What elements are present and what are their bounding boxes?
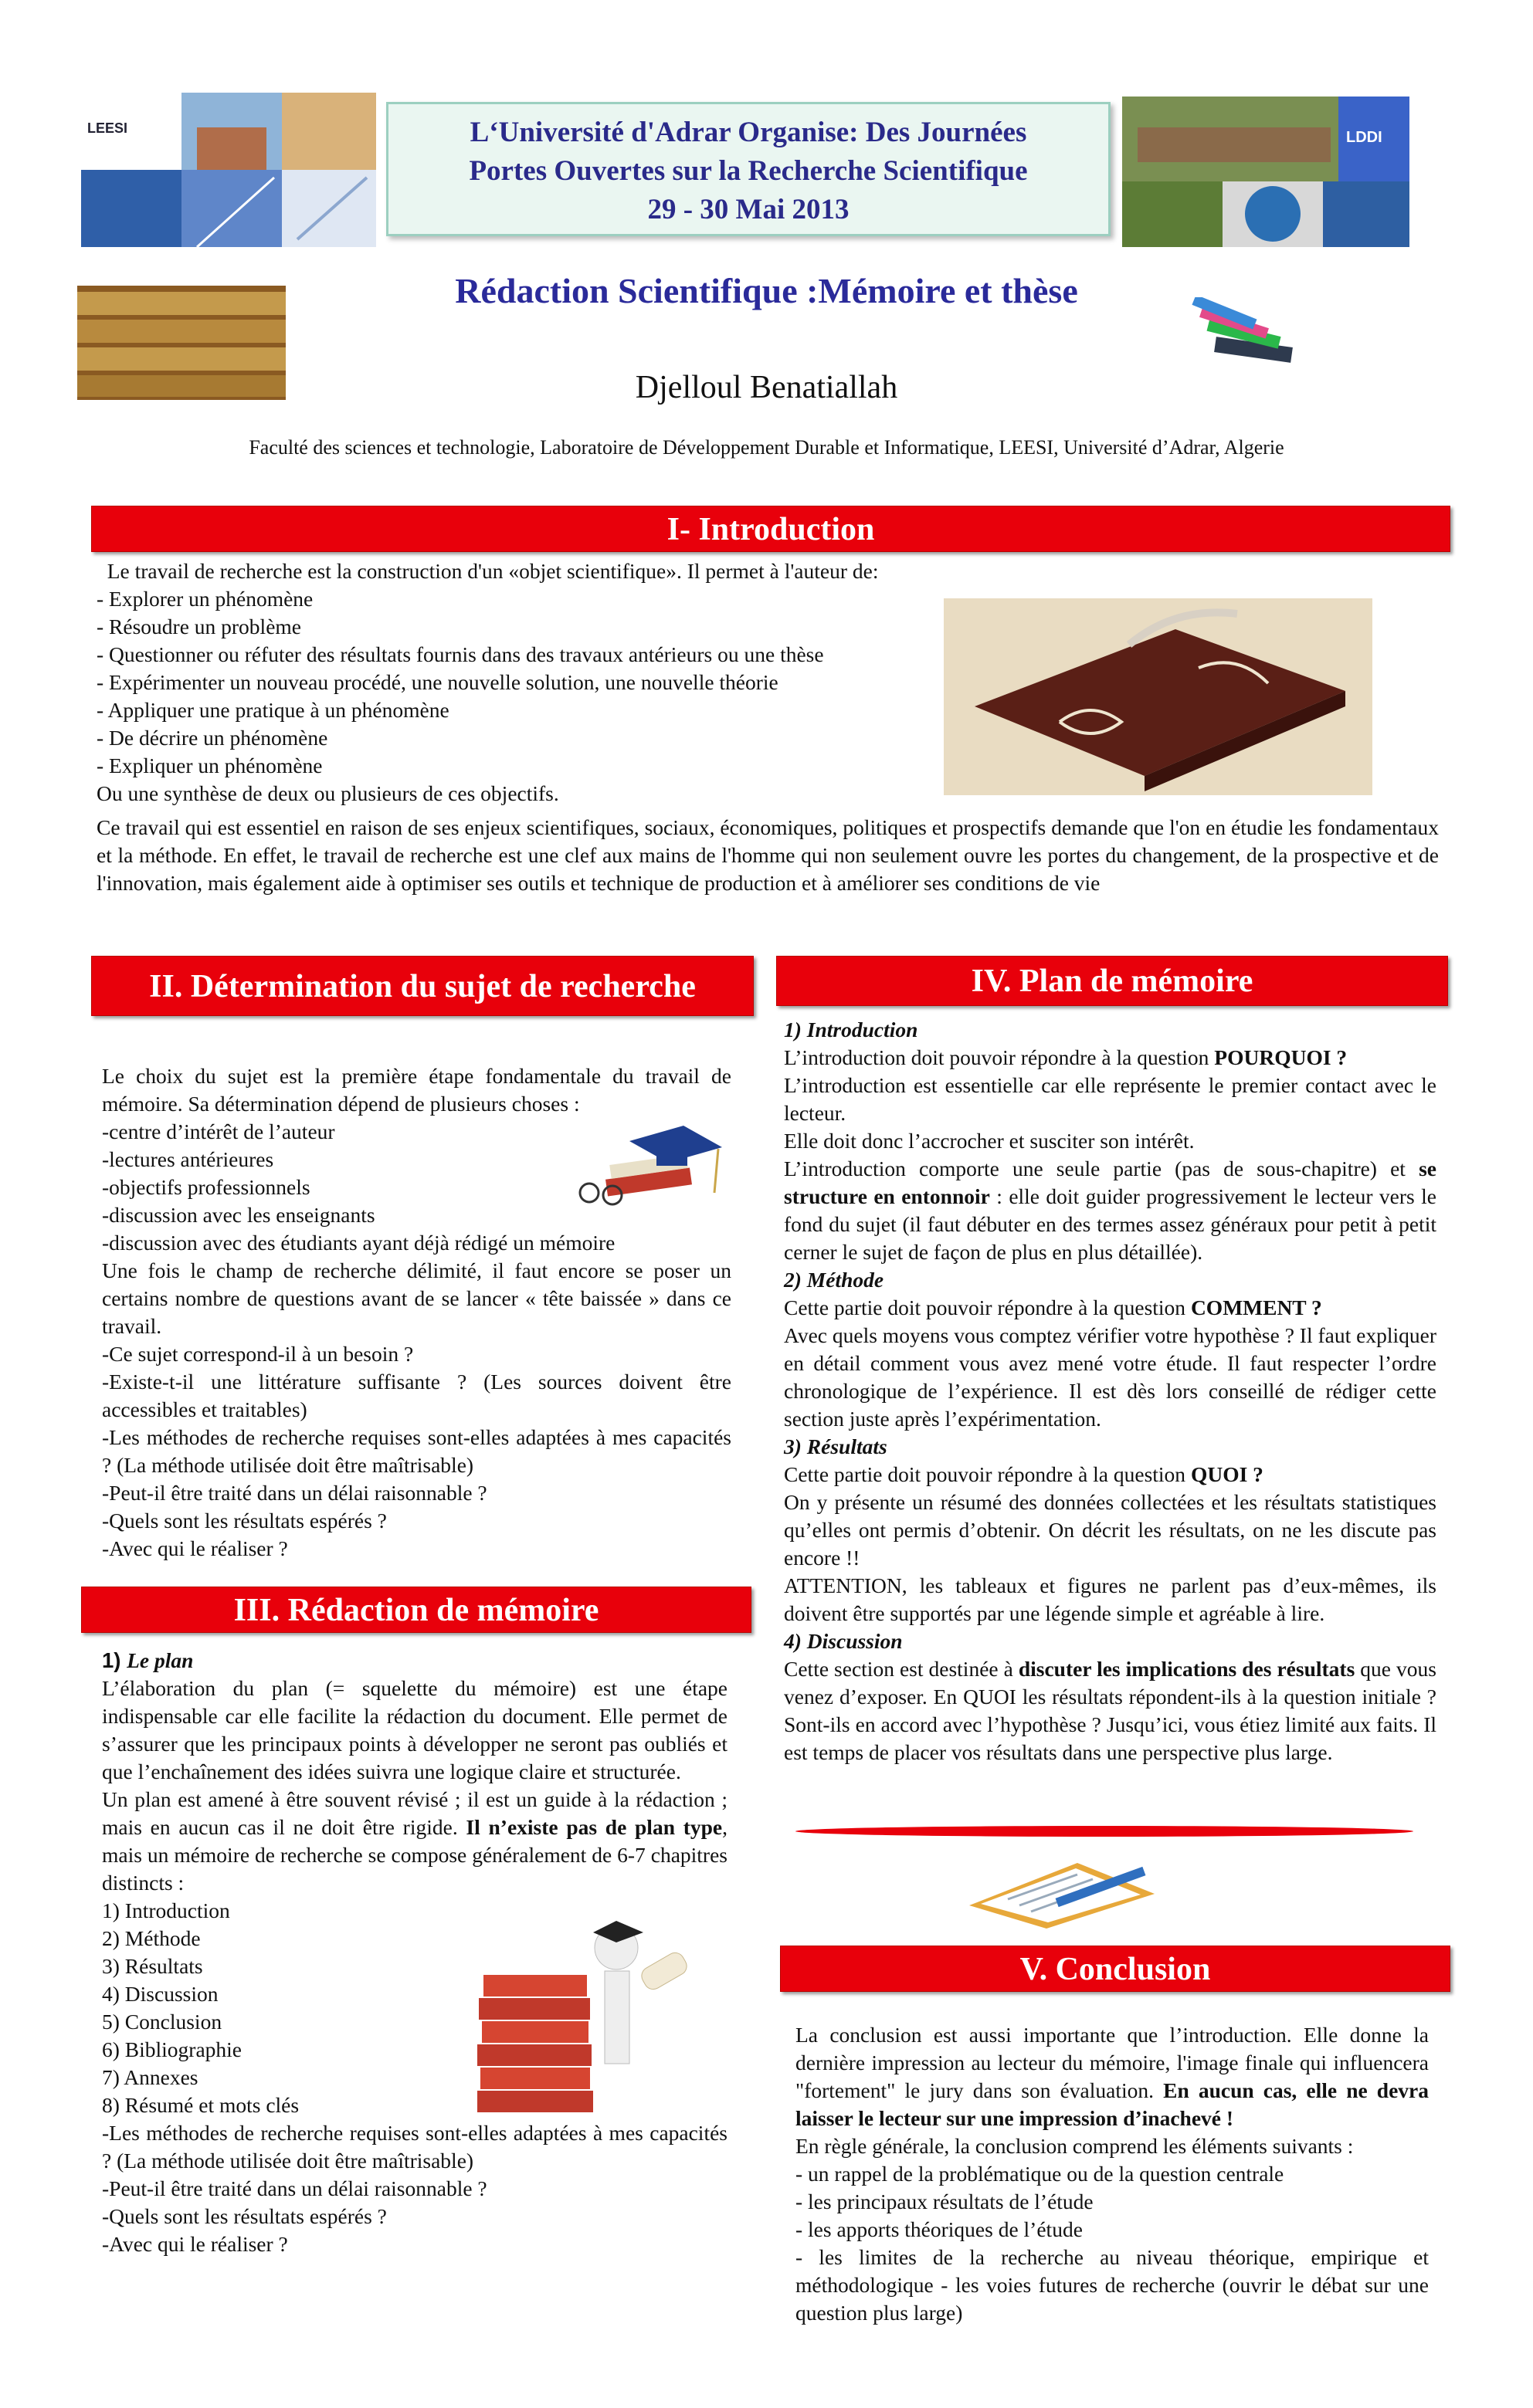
banner-line-2: Portes Ouvertes sur la Recherche Scientifique: [469, 155, 1028, 187]
plan-method-a-text: Cette partie doit pouvoir répondre à la question: [784, 1295, 1191, 1319]
plan-intro-d-rest: : elle doit guider progressivement le lecteur vers le fond du sujet (il faut débuter en des termes assez généraux pour petit à petit cerner le sujet de façon de plus en plus détaillée).: [784, 1184, 1436, 1264]
plan-subheading-number: 1): [102, 1648, 127, 1672]
notebook-quill-image: [944, 598, 1372, 795]
red-divider: [795, 1826, 1413, 1837]
intro-item: - Résoudre un problème: [97, 615, 301, 638]
section-2-heading: II. Détermination du sujet de recherche: [91, 956, 754, 1016]
intro-synthesis: Ou une synthèse de deux ou plusieurs de ces objectifs.: [97, 781, 559, 805]
section-4-heading: IV. Plan de mémoire: [776, 956, 1448, 1006]
books-icon: [1184, 297, 1300, 371]
section-introduction-heading: I- Introduction: [91, 506, 1450, 552]
event-banner: [386, 102, 1111, 236]
plan-results-c: ATTENTION, les tableaux et figures ne parlent pas d’eux-mêmes, ils doivent être supportés par une légende simple et agréable à lire.: [784, 1573, 1436, 1625]
clipboard-pencil-icon: [962, 1851, 1162, 1936]
photo-collage-right: [1122, 97, 1409, 247]
section-3-para-2: [102, 1786, 727, 1897]
intro-item: - Explorer un phénomène: [97, 587, 314, 611]
chapter-item: 8) Résumé et mots clés: [102, 2093, 300, 2117]
section-4-body: [784, 1016, 1436, 1766]
plan-discussion-a-bold: discuter les implications des résultats: [1018, 1657, 1355, 1681]
lddi-logo: LDDI: [1346, 129, 1382, 146]
section-2-question: -Peut-il être traité dans un délai raisonnable ?: [102, 1481, 487, 1505]
plan-discussion-a-rest: que vous venez d’exposer. En QUOI les résultats répondent-ils à la question initiale ? Sont-ils en accord avec l’hypothèse ? Jusqu’ici, vous étiez limité aux faits. Il est temps de placer vos résultats dans une perspective plus large.: [784, 1657, 1436, 1764]
section-3-question: -Les méthodes de recherche requises sont-elles adaptées à mes capacités ? (La méthode utilisée doit être maîtrisable): [102, 2121, 727, 2173]
plan-method-title: 2) Méthode: [784, 1268, 884, 1292]
plan-discussion-a: [784, 1655, 1436, 1766]
plan-intro-a-bold: POURQUOI ?: [1214, 1045, 1348, 1069]
section-2-item: -objectifs professionnels: [102, 1175, 310, 1199]
conclusion-item: - un rappel de la problématique ou de la question centrale: [795, 2162, 1284, 2186]
plan-intro-title: 1) Introduction: [784, 1018, 918, 1041]
conclusion-item: - les limites de la recherche au niveau théorique, empirique et méthodologique - les voies futures de recherche (ouvrir le débat sur une question plus large): [795, 2245, 1429, 2325]
plan-intro-d-text: L’introduction comporte une seule partie (pas de sous-chapitre) et: [784, 1157, 1419, 1180]
author-name: Djelloul Benatiallah: [635, 370, 898, 405]
banner-line-1: L‘Université d'Adrar Organise: Des Journées: [470, 117, 1027, 148]
introduction-paragraph: Ce travail qui est essentiel en raison de ses enjeux scientifiques, sociaux, économiques, politiques et prospectifs demande que l'on en étudie les fondamentaux et la méthode. En effet, le travail de recherche est une clef aux mains de l'homme qui non seulement ouvre les portes du changement, de la prospective et de l'innovation, mais également aide à optimiser ses outils et technique de production et à améliorer ses conditions de vie: [97, 815, 1439, 895]
section-2-item: -centre d’intérêt de l’auteur: [102, 1119, 335, 1143]
section-3-question: -Quels sont les résultats espérés ?: [102, 2204, 387, 2228]
section-3-para-2-b: Il n’existe pas de plan type: [466, 1815, 723, 1839]
student-books-illustration: [462, 1913, 694, 2125]
section-3-para-2-a: Un plan est amené à être souvent révisé ; il est un guide à la rédaction ; mais en aucun cas il ne doit être rigide.: [102, 1787, 727, 1839]
intro-lead: Le travail de recherche est la construction d'un «objet scientifique». Il permet à l'auteur de:: [97, 559, 879, 583]
plan-discussion-title: 4) Discussion: [784, 1629, 903, 1653]
section-3-para-2-c: , mais un mémoire de recherche se compose généralement de 6-7 chapitres distincts :: [102, 1815, 727, 1895]
section-2-item: -discussion avec des étudiants ayant déjà rédigé un mémoire: [102, 1231, 616, 1255]
clipboard-graphic: [962, 1851, 1162, 1932]
graduation-graphic: [575, 1119, 730, 1212]
student-books-graphic: [462, 1913, 694, 2122]
intro-item: - Expliquer un phénomène: [97, 754, 323, 777]
section-2-item: -lectures antérieures: [102, 1147, 274, 1171]
poster-title: Rédaction Scientifique :Mémoire et thèse: [455, 271, 1078, 310]
section-2-para-1: Le choix du sujet est la première étape fondamentale du travail de mémoire. Sa détermination dépend de plusieurs choses :: [102, 1064, 731, 1116]
chapter-item: 2) Méthode: [102, 1926, 201, 1950]
section-5-heading: V. Conclusion: [780, 1946, 1450, 1992]
plan-method-a-bold: COMMENT ?: [1190, 1295, 1322, 1319]
section-2-para-2: Une fois le champ de recherche délimité, il faut encore se poser un certains nombre de questions avant de se lancer « tête baissée » dans ce travail.: [102, 1258, 731, 1338]
banner-line-3: 29 - 30 Mai 2013: [647, 194, 850, 225]
conclusion-para-2: En règle générale, la conclusion comprend les éléments suivants :: [795, 2134, 1354, 2158]
conclusion-item: - les apports théoriques de l’étude: [795, 2217, 1083, 2241]
introduction-list: [97, 557, 977, 808]
leesi-logo: LEESI: [87, 120, 128, 136]
conclusion-para-1: [795, 2021, 1429, 2132]
conclusion-item: - les principaux résultats de l’étude: [795, 2190, 1094, 2213]
plan-subheading: [102, 1647, 727, 1675]
plan-results-a-text: Cette partie doit pouvoir répondre à la question: [784, 1462, 1191, 1486]
plan-results-a-bold: QUOI ?: [1190, 1462, 1263, 1486]
plan-intro-a: [784, 1044, 1436, 1072]
section-2-question: -Ce sujet correspond-il à un besoin ?: [102, 1342, 414, 1366]
plan-method-b: Avec quels moyens vous comptez vérifier votre hypothèse ? Il faut expliquer en détail comment vous avez mené votre étude. Il faut respecter l’ordre chronologique de l’expérience. Il est dès lors conseillé de rédiger cette section juste après l’expérimentation.: [784, 1323, 1436, 1431]
chapter-item: 6) Bibliographie: [102, 2037, 242, 2061]
intro-item: - Questionner ou réfuter des résultats fournis dans des travaux antérieurs ou une thèse: [97, 642, 824, 666]
plan-results-a: [784, 1461, 1436, 1488]
plan-discussion-a-text: Cette section est destinée à: [784, 1657, 1019, 1681]
books-graphic: [1184, 297, 1300, 367]
plan-results-title: 3) Résultats: [784, 1434, 887, 1458]
section-3-para-1: L’élaboration du plan (= squelette du mémoire) est une étape indispensable car elle facilite la rédaction du document. Elle permet de s’assurer que les principaux points à développer ne seront pas oubliés et que l’enchaînement des idées suivra une logique claire et structurée.: [102, 1676, 727, 1783]
plan-subheading-label: Le plan: [127, 1648, 194, 1672]
chapter-item: 7) Annexes: [102, 2065, 198, 2089]
plan-intro-a-text: L’introduction doit pouvoir répondre à la question: [784, 1045, 1215, 1069]
intro-item: - Expérimenter un nouveau procédé, une nouvelle solution, une nouvelle théorie: [97, 670, 778, 694]
section-2-question: -Existe-t-il une littérature suffisante ? (Les sources doivent être accessibles et traitables): [102, 1370, 731, 1421]
header-photo-collage-right: [1122, 97, 1409, 247]
header-photo-collage-left: [81, 93, 376, 247]
conclusion-para-1-text: La conclusion est aussi importante que l’introduction. Elle donne la dernière impression au lecteur du mémoire, l'image finale qui influencera "fortement" le jury dans son évaluation.: [795, 2023, 1429, 2102]
plan-intro-c: Elle doit donc l’accrocher et susciter son intérêt.: [784, 1129, 1195, 1153]
section-2-item: -discussion avec les enseignants: [102, 1203, 375, 1227]
section-2-question: -Les méthodes de recherche requises sont-elles adaptées à mes capacités ? (La méthode utilisée doit être maîtrisable): [102, 1425, 731, 1477]
plan-intro-d: [784, 1155, 1436, 1266]
section-5-body: [795, 2021, 1429, 2327]
plan-intro-b: L’introduction est essentielle car elle représente le premier contact avec le lecteur.: [784, 1073, 1436, 1125]
photo-collage-left: [81, 93, 376, 247]
section-2-question: -Avec qui le réaliser ?: [102, 1536, 288, 1560]
chapter-item: 5) Conclusion: [102, 2010, 222, 2034]
section-3-question: -Peut-il être traité dans un délai raisonnable ?: [102, 2176, 487, 2200]
section-3-heading: III. Rédaction de mémoire: [81, 1587, 751, 1633]
chapter-item: 3) Résultats: [102, 1954, 203, 1978]
section-2-question: -Quels sont les résultats espérés ?: [102, 1509, 387, 1533]
chapter-item: 4) Discussion: [102, 1982, 219, 2006]
notebook-graphic: [944, 598, 1372, 795]
chapter-item: 1) Introduction: [102, 1898, 230, 1922]
section-3-question: -Avec qui le réaliser ?: [102, 2232, 288, 2256]
plan-results-b: On y présente un résumé des données collectées et les résultats statistiques qu’elles ont permis d’obtenir. On décrit les résultats, on ne les discute pas encore !!: [784, 1490, 1436, 1570]
intro-item: - Appliquer une pratique à un phénomène: [97, 698, 449, 722]
graduation-cap-icon: [575, 1119, 730, 1216]
plan-method-a: [784, 1294, 1436, 1322]
plan-intro-d-bold: se structure en entonnoir: [784, 1157, 1436, 1208]
intro-item: - De décrire un phénomène: [97, 726, 328, 750]
affiliation: Faculté des sciences et technologie, Laboratoire de Développement Durable et Informatique, LEESI, Université d’Adrar, Algerie: [249, 436, 1284, 459]
conclusion-para-1-bold: En aucun cas, elle ne devra laisser le lecteur sur une impression d’inachevé !: [795, 2078, 1429, 2130]
